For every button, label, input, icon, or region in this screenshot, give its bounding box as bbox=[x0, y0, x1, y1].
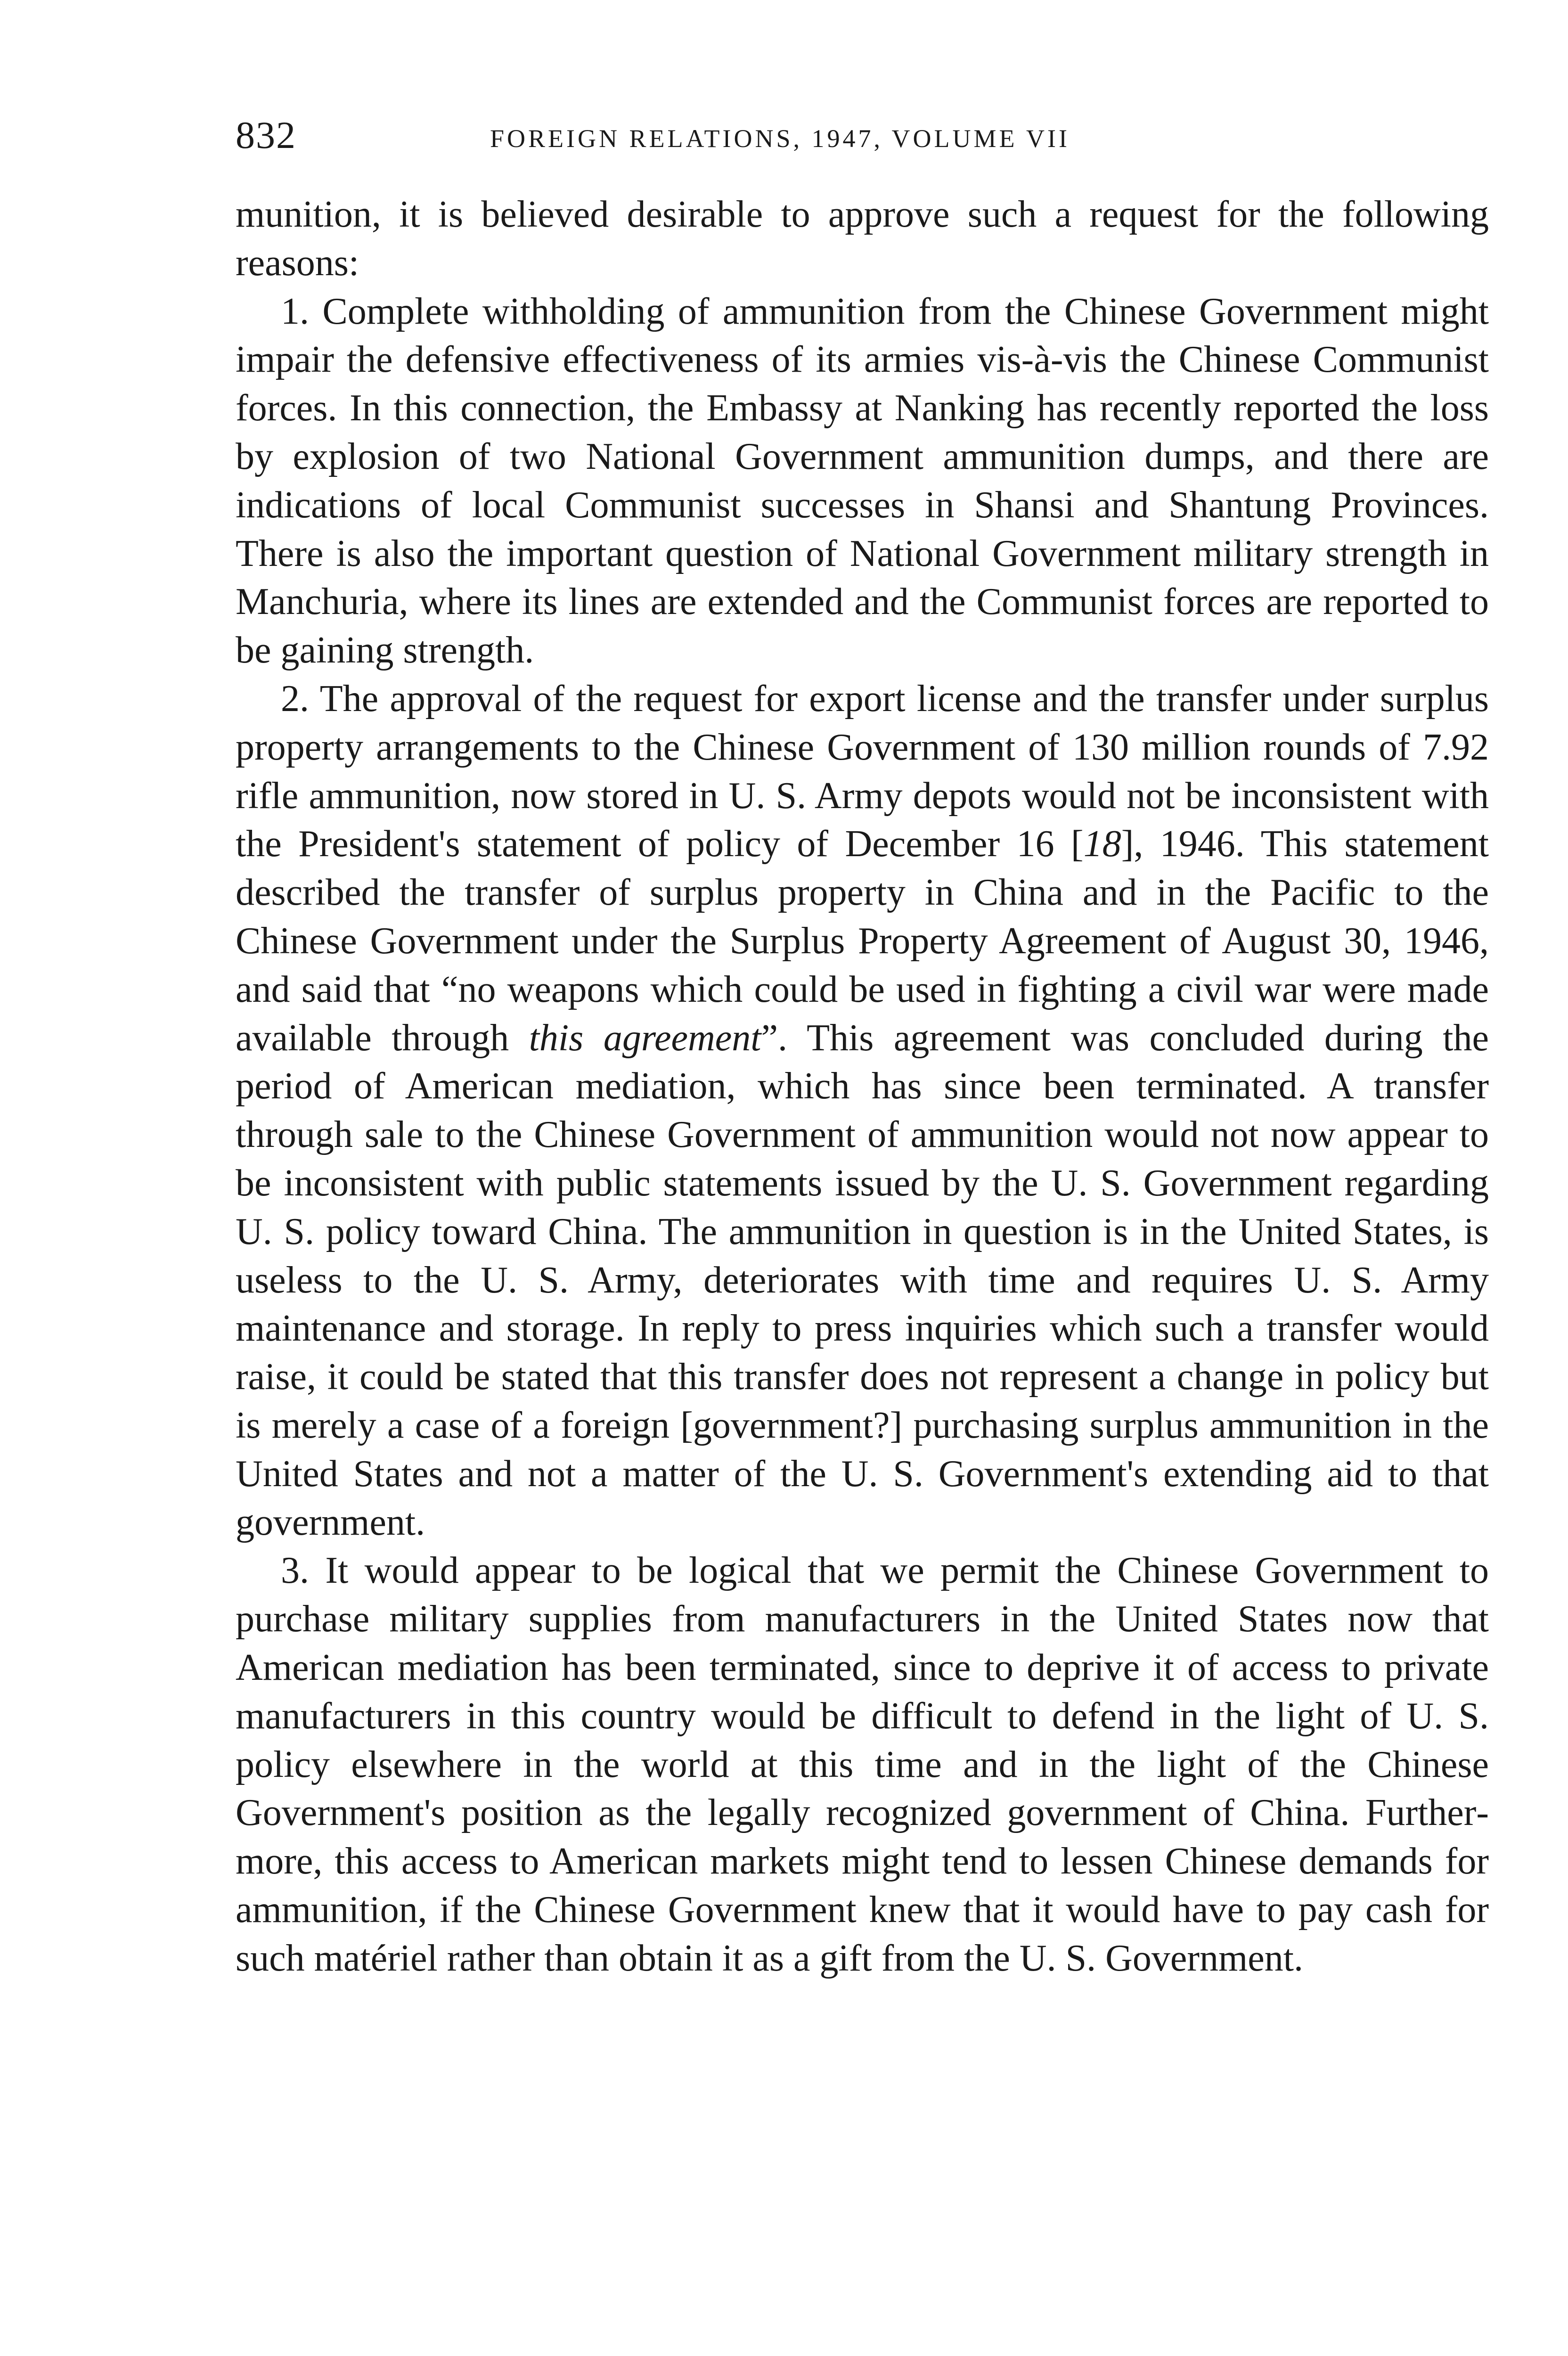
paragraph-point-1: 1. Complete withholding of ammunition from the Chinese Government might impair the defensive effectiveness of its armies vis-à-vis the Chinese Communist forces. In this connection, the Embassy at Nanking has recently reported the loss by explosion of two National Government ammunition dumps, and there are indications of local Communist successes in Shansi and Shantung Provinces. There is also the important question of National Government military strength in Manchuria, where its lines are extended and the Communist forces are reported to be gaining strength. bbox=[236, 290, 1489, 671]
paragraph-point-2-text: ”. This agreement was concluded during the period of American mediation, which has since been terminated. A transfer through sale to the Chinese Government of ammunition would not now appear to be inconsistent with public statements issued by the U. S. Government regarding U. S. policy toward China. The ammunition in question is in the United States, is useless to the U. S. Army, deteriorates with time and requires U. S. Army maintenance and storage. In reply to press inquiries which such a transfer would raise, it could be stated that this transfer does not represent a change in policy but is merely a case of a foreign [government?] purchasing surplus ammunition in the United States and not a matter of the U. S. Government's extending aid to that government. bbox=[236, 1017, 1489, 1543]
paragraph-point-3: 3. It would appear to be logical that we permit the Chinese Government to purchase military supplies from manufacturers in the United States now that American mediation has been terminated, since to deprive it of access to private manufacturers in this country would be difficult to defend in the light of U. S. policy elsewhere in the world at this time and in the light of the Chinese Government's position as the legally recognized government of China. Furthermore, this access to American markets might tend to lessen Chinese demands for ammunition, if the Chinese Government knew that it would have to pay cash for such matériel rather than obtain it as a gift from the U. S. Government. bbox=[236, 1550, 1489, 1979]
page-number: 832 bbox=[236, 114, 296, 156]
page-header bbox=[236, 109, 1489, 161]
body-text bbox=[236, 190, 1489, 1982]
paragraph-point-2-text: 2. The approval of the request for export license and the transfer under surplus property arrangements to the Chinese Government of 130 million rounds of 7.92 rifle ammunition, now stored in U. S. Army depots would not be inconsistent with the President's statement of policy of December 16 [ bbox=[236, 678, 1489, 865]
running-head: FOREIGN RELATIONS, 1947, VOLUME VII bbox=[490, 124, 1070, 153]
paragraph-continuation: munition, it is believed desirable to approve such a request for the following reasons: bbox=[236, 194, 1489, 284]
paragraph-point-2-text: ], 1946. This statement described the transfer of surplus property in China and in the Pacific to the Chinese Government under the Surplus Property Agreement of August 30, 1946, and said that “no weapons which could be used in fighting a civil war were made available through bbox=[236, 823, 1489, 1059]
footnote-reference: 18 bbox=[1083, 823, 1121, 865]
paragraph-point-2 bbox=[236, 675, 1489, 1546]
emphasis-text: this agreement bbox=[529, 1017, 761, 1059]
